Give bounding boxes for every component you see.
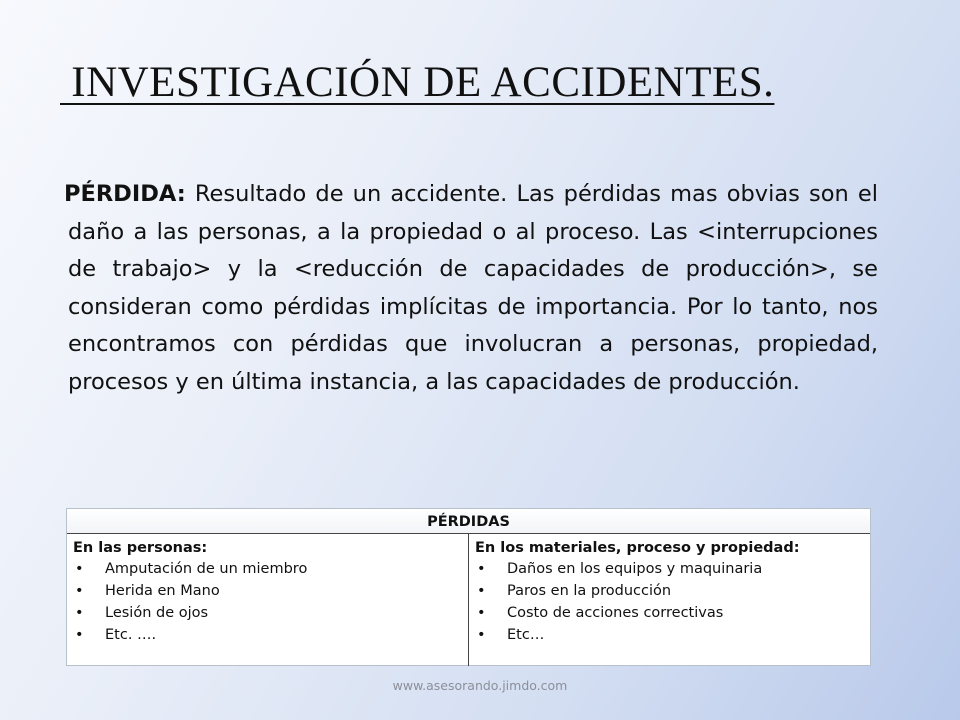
list-item	[475, 602, 864, 624]
definition-term: PÉRDIDA:	[64, 181, 186, 207]
list-item-text: Etc. ….	[105, 627, 157, 643]
footer-url[interactable]: www.asesorando.jimdo.com	[392, 678, 568, 693]
definition-paragraph	[64, 176, 878, 402]
list-item	[475, 624, 864, 646]
list-item	[73, 558, 462, 580]
list-item	[73, 580, 462, 602]
list-item-text: Costo de acciones correctivas	[507, 605, 724, 621]
slide-title: INVESTIGACIÓN DE ACCIDENTES.	[60, 59, 775, 106]
list-item-text: Etc…	[507, 627, 545, 643]
column-title: En las personas:	[73, 540, 208, 556]
bullet-icon: •	[477, 605, 486, 621]
materials-list	[475, 558, 864, 646]
list-item	[73, 602, 462, 624]
bullet-icon: •	[477, 583, 486, 599]
list-item	[475, 558, 864, 580]
list-item	[73, 624, 462, 646]
bullet-icon: •	[75, 561, 84, 577]
bullet-icon: •	[75, 583, 84, 599]
people-list	[73, 558, 462, 646]
bullet-icon: •	[75, 605, 84, 621]
column-title: En los materiales, proceso y propiedad:	[475, 540, 800, 556]
bullet-icon: •	[477, 561, 486, 577]
list-item-text: Herida en Mano	[105, 583, 220, 599]
list-item-text: Amputación de un miembro	[105, 561, 308, 577]
list-item-text: Paros en la producción	[507, 583, 672, 599]
table-columns	[67, 534, 870, 666]
column-materials	[468, 534, 870, 666]
list-item-text: Lesión de ojos	[105, 605, 209, 621]
list-item-text: Daños en los equipos y maquinaria	[507, 561, 763, 577]
bullet-icon: •	[75, 627, 84, 643]
bullet-icon: •	[477, 627, 486, 643]
table-header: PÉRDIDAS	[67, 509, 870, 534]
list-item	[475, 580, 864, 602]
definition-text: Resultado de un accidente. Las pérdidas mas obvias son el daño a las personas, a la propiedad o al proceso. Las <interrupciones de trabajo> y la <reducción de capacidades de producción>, se consideran como pérdidas implícitas de importancia. Por lo tanto, nos encontramos con pérdidas que involucran a personas, propiedad, procesos y en última instancia, a las capacidades de producción.	[68, 181, 878, 395]
losses-table	[66, 508, 871, 666]
column-people	[67, 534, 468, 666]
